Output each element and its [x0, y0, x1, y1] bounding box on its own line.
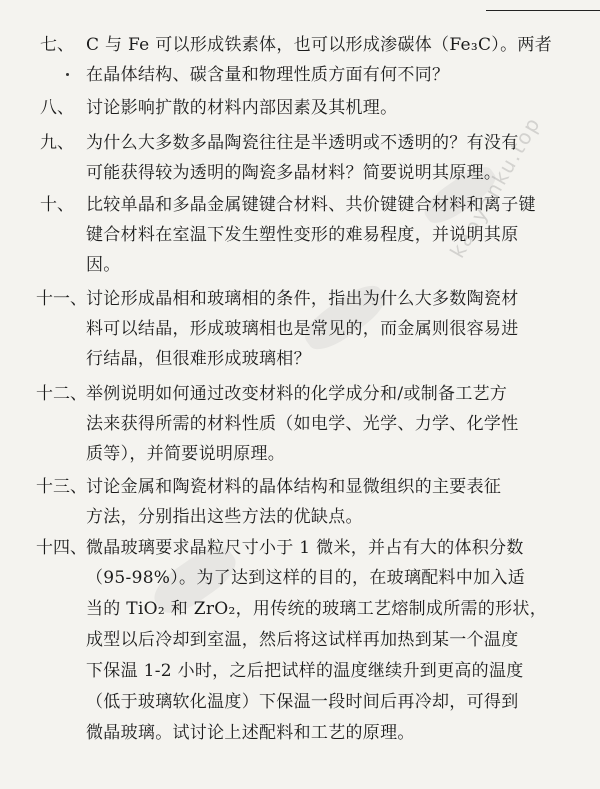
question-line: 下保温 1-2 小时，之后把试样的温度继续升到更高的温度: [86, 661, 524, 681]
question-line: 微晶玻璃要求晶粒尺寸小于 1 微米，并占有大的体积分数: [86, 538, 524, 558]
question-number: 七、: [40, 35, 74, 55]
stray-dot: [66, 73, 69, 76]
question-line: 举例说明如何通过改变材料的化学成分和/或制备工艺方: [86, 384, 508, 404]
question-line: 在晶体结构、碳含量和物理性质方面有何不同？: [86, 65, 450, 85]
question-number: 十三、: [36, 477, 87, 497]
question-line: （95-98%）。为了达到这样的目的，在玻璃配料中加入适: [86, 568, 526, 588]
question-number: 九、: [40, 133, 74, 153]
question-line: 法来获得所需的材料性质（如电学、光学、力学、化学性: [86, 414, 519, 434]
question-line: 讨论金属和陶瓷材料的晶体结构和显微组织的主要表征: [86, 477, 502, 497]
question-line: 方法，分别指出这些方法的优缺点。: [86, 507, 363, 527]
question-number: 八、: [40, 98, 74, 118]
question-line: 可能获得较为透明的陶瓷多晶材料？简要说明其原理。: [86, 163, 502, 183]
question-number: 十二、: [36, 384, 87, 404]
question-line: 行结晶，但很难形成玻璃相？: [86, 349, 311, 369]
watermark-text: kaoyanku.top: [445, 112, 546, 262]
question-line: 讨论形成晶相和玻璃相的条件，指出为什么大多数陶瓷材: [86, 289, 519, 309]
question-line: 成型以后冷却到室温，然后将这试样再加热到某一个温度: [86, 630, 519, 650]
question-line: 微晶玻璃。试讨论上述配料和工艺的原理。: [86, 723, 415, 743]
question-line: 键合材料在室温下发生塑性变形的难易程度，并说明其原: [86, 225, 519, 245]
question-number: 十一、: [36, 289, 87, 309]
question-line: 质等），并简要说明原理。: [86, 444, 286, 464]
question-line: C 与 Fe 可以形成铁素体，也可以形成渗碳体（Fe₃C）。两者: [86, 35, 552, 55]
question-line: 讨论影响扩散的材料内部因素及其机理。: [86, 98, 398, 118]
question-line: 因。: [86, 255, 121, 275]
question-line: （低于玻璃软化温度）下保温一段时间后再冷却，可得到: [86, 692, 519, 712]
question-line: 比较单晶和多晶金属键键合材料、共价键键合材料和离子键: [86, 195, 536, 215]
question-number: 十四、: [36, 538, 87, 558]
question-line: 当的 TiO₂ 和 ZrO₂，用传统的玻璃工艺熔制成所需的形状，: [86, 599, 548, 619]
question-number: 十、: [40, 195, 74, 215]
question-line: 料可以结晶，形成玻璃相也是常见的，而金属则很容易进: [86, 319, 519, 339]
question-line: 为什么大多数多晶陶瓷往往是半透明或不透明的？有没有: [86, 133, 519, 153]
top-rule: [486, 10, 600, 11]
